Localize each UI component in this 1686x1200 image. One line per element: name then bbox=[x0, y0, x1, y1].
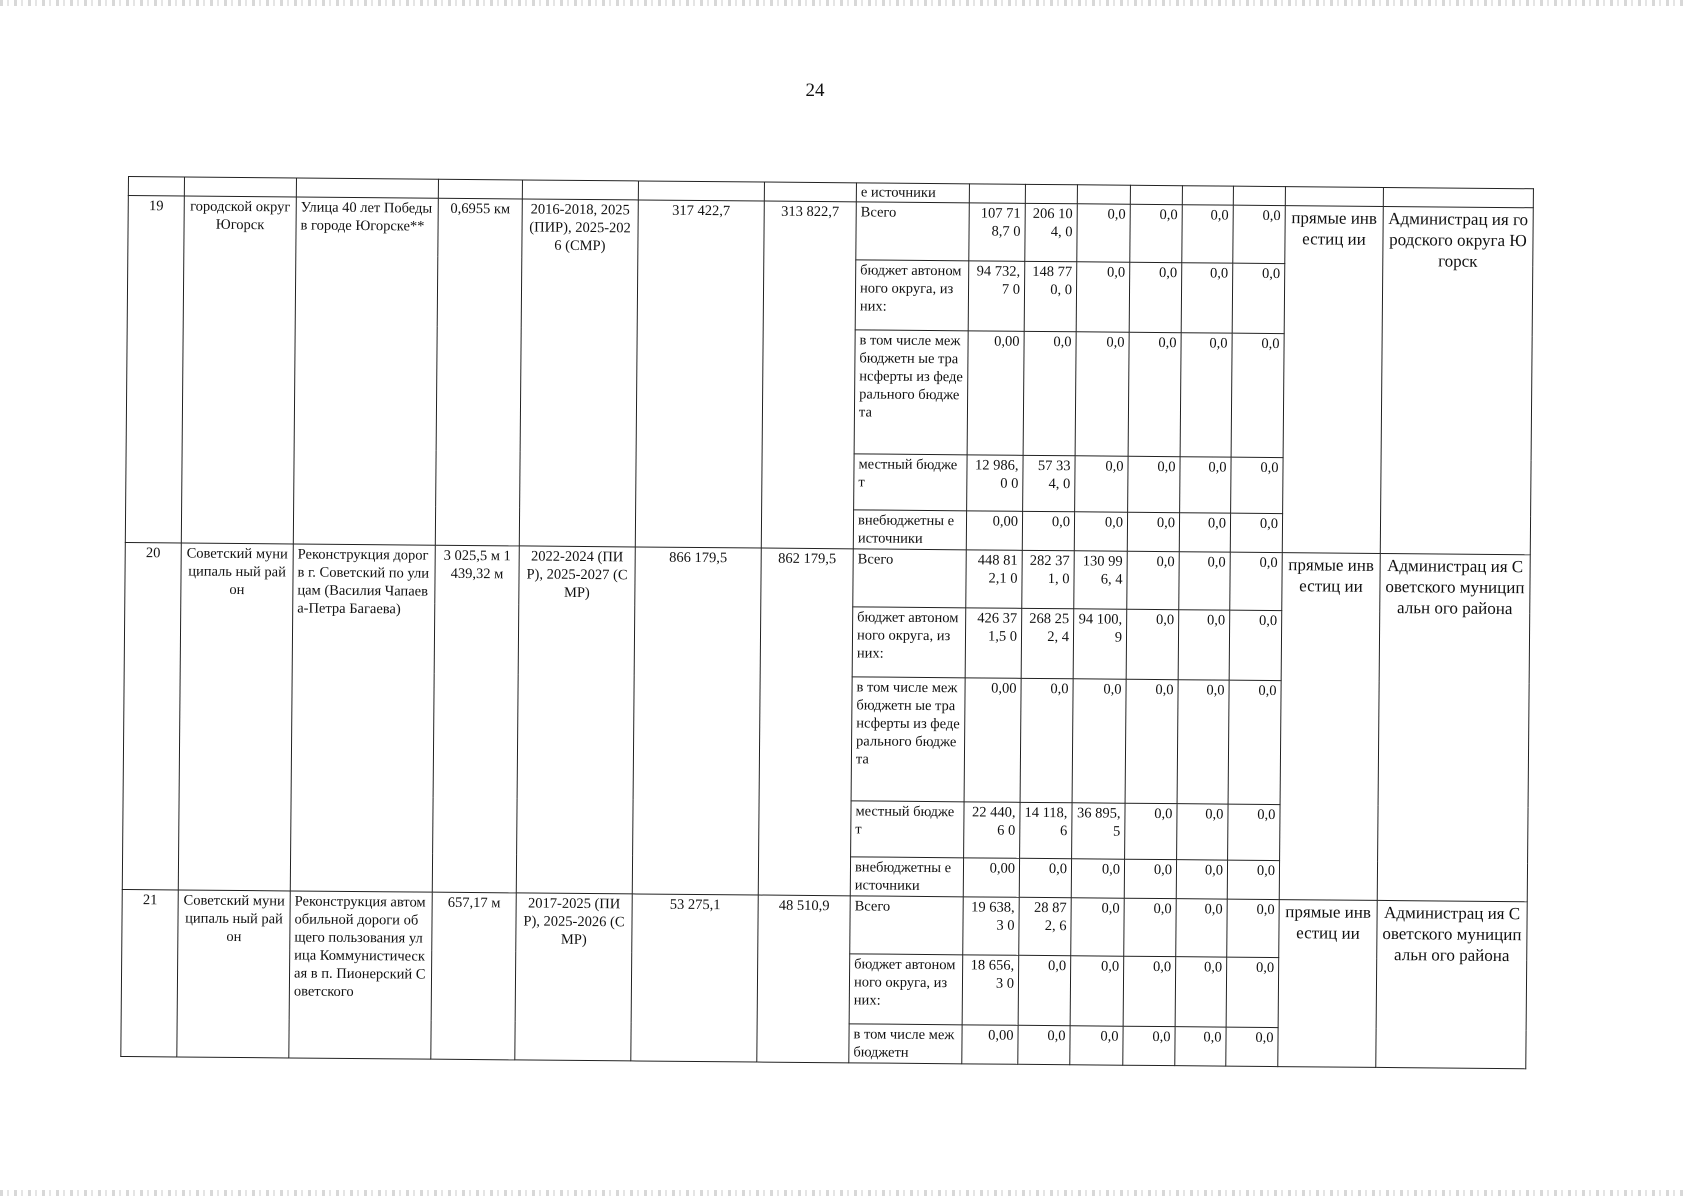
amount-cell: 130 996, 4 bbox=[1074, 551, 1128, 609]
municipality-cell: Советский муниципаль ный район bbox=[177, 890, 290, 1058]
amount-cell: 0,0 bbox=[1125, 803, 1177, 859]
amount-cell: 148 770, 0 bbox=[1024, 261, 1077, 331]
amount-cell: 0,0 bbox=[1125, 679, 1178, 803]
table-row bbox=[128, 196, 1533, 266]
customer-cell: Администрац ия Советского муниципальн ого района bbox=[1377, 553, 1530, 901]
cell-empty bbox=[1383, 187, 1533, 207]
amount-cell: 0,0 bbox=[1175, 957, 1227, 1027]
amount-cell: 426 371,5 0 bbox=[965, 608, 1022, 678]
scan-edge-top bbox=[0, 0, 1686, 6]
amount-cell: 0,0 bbox=[1075, 332, 1129, 456]
amount-cell: 0,0 bbox=[1180, 333, 1232, 457]
table-body bbox=[121, 177, 1534, 1069]
amount-cell: 0,0 bbox=[1231, 333, 1284, 457]
cell-empty bbox=[1130, 185, 1182, 204]
amount-cell: 0,0 bbox=[1070, 1026, 1123, 1065]
municipality-cell: Советский муниципаль ный район bbox=[178, 543, 293, 891]
amount-cell: 282 371, 0 bbox=[1022, 550, 1075, 608]
amount-cell: 0,0 bbox=[1179, 513, 1230, 552]
cell-empty bbox=[1077, 185, 1130, 204]
cell-empty bbox=[1233, 186, 1285, 205]
amount-cell: 0,00 bbox=[967, 331, 1024, 455]
customer-cell: Администрац ия Советского муниципальн ого района bbox=[1376, 900, 1527, 1068]
amount-cell: 0,0 bbox=[1018, 1025, 1070, 1064]
estimated-cost-cell: 53 275,1 bbox=[631, 894, 758, 1062]
object-name-cell: Улица 40 лет Победы в городе Югорске** bbox=[293, 197, 438, 545]
amount-cell: 0,0 bbox=[1181, 263, 1233, 333]
cell-empty bbox=[764, 182, 856, 202]
amount-cell: 0,0 bbox=[1231, 457, 1283, 513]
amount-cell: 0,0 bbox=[1226, 957, 1279, 1027]
amount-cell: 0,0 bbox=[1230, 513, 1282, 552]
capital-investment-table bbox=[120, 176, 1534, 1069]
amount-cell: 0,0 bbox=[1130, 204, 1183, 262]
amount-cell: 0,0 bbox=[1232, 263, 1285, 333]
row-number-cell: 19 bbox=[125, 196, 184, 543]
funding-source-cell: Всего bbox=[850, 896, 964, 955]
amount-cell: 0,0 bbox=[1076, 262, 1130, 332]
page-number: 24 bbox=[805, 80, 825, 101]
amount-cell: 0,0 bbox=[1230, 552, 1283, 610]
amount-cell: 0,0 bbox=[1070, 956, 1124, 1026]
cell-empty bbox=[438, 179, 522, 199]
amount-cell: 0,0 bbox=[1228, 804, 1280, 860]
amount-cell: 0,00 bbox=[963, 858, 1019, 897]
amount-cell: 268 252, 4 bbox=[1021, 608, 1074, 678]
amount-cell: 0,0 bbox=[1227, 899, 1280, 957]
document-page bbox=[120, 176, 1533, 1069]
amount-cell: 0,0 bbox=[1128, 456, 1180, 512]
amount-cell: 0,0 bbox=[1177, 804, 1228, 860]
cell-empty bbox=[969, 184, 1025, 203]
table-row bbox=[125, 542, 1530, 612]
amount-cell: 0,00 bbox=[962, 1025, 1018, 1064]
investment-form-cell: прямые инвестиц ии bbox=[1282, 206, 1383, 554]
period-cell: 2017-2025 (ПИР), 2025-2026 (СМР) bbox=[515, 893, 632, 1061]
amount-cell: 0,0 bbox=[1075, 456, 1128, 512]
amount-cell: 0,00 bbox=[966, 511, 1022, 550]
period-cell: 2016-2018, 2025 (ПИР), 2025-2026 (СМР) bbox=[519, 199, 638, 547]
amount-cell: 0,0 bbox=[1227, 860, 1279, 899]
amount-cell: 12 986,0 0 bbox=[967, 455, 1023, 511]
amount-cell: 0,0 bbox=[1020, 678, 1073, 802]
funding-source-cell: Всего bbox=[856, 202, 970, 261]
object-name-cell: Реконструкция автомобильной дороги общего пользования улица Коммунистическ ая в п. Пионерский Советского bbox=[289, 891, 432, 1059]
cell-empty bbox=[1025, 184, 1077, 203]
amount-cell: 0,0 bbox=[1019, 858, 1071, 897]
amount-cell: 0,0 bbox=[1175, 1027, 1226, 1066]
cell-empty bbox=[522, 180, 638, 200]
remaining-cost-cell: 313 822,7 bbox=[761, 201, 856, 549]
amount-cell: 0,0 bbox=[1071, 898, 1125, 956]
amount-cell: 0,0 bbox=[1127, 512, 1179, 551]
funding-source-cell: местный бюджет bbox=[851, 801, 964, 858]
amount-cell: 0,0 bbox=[1178, 610, 1230, 680]
estimated-cost-cell: 866 179,5 bbox=[632, 547, 761, 895]
amount-cell: 0,0 bbox=[1179, 552, 1231, 610]
amount-cell: 0,0 bbox=[1018, 955, 1071, 1025]
amount-cell: 19 638,3 0 bbox=[963, 897, 1020, 955]
funding-source-cell: внебюджетны е источники bbox=[853, 510, 966, 550]
amount-cell: 0,0 bbox=[1123, 956, 1176, 1026]
cell-empty bbox=[638, 181, 764, 201]
amount-cell: 0,0 bbox=[1176, 860, 1227, 899]
municipality-cell: городской округ Югорск bbox=[181, 196, 296, 544]
amount-cell: 0,0 bbox=[1180, 457, 1231, 513]
investment-form-cell: прямые инвестиц ии bbox=[1279, 553, 1380, 901]
estimated-cost-cell: 317 422,7 bbox=[635, 200, 764, 548]
amount-cell: 107 718,7 0 bbox=[969, 203, 1026, 261]
amount-cell: 0,0 bbox=[1233, 205, 1286, 263]
cell-empty bbox=[128, 177, 184, 196]
amount-cell: 0,0 bbox=[1126, 609, 1179, 679]
table-row bbox=[122, 889, 1527, 959]
amount-cell: 0,0 bbox=[1123, 1026, 1175, 1065]
amount-cell: 94 100, 9 bbox=[1073, 609, 1127, 679]
amount-cell: 0,0 bbox=[1129, 262, 1182, 332]
capacity-cell: 657,17 м bbox=[431, 892, 516, 1060]
amount-cell: 22 440,6 0 bbox=[964, 802, 1020, 858]
amount-cell: 0,0 bbox=[1177, 680, 1229, 804]
amount-cell: 18 656,3 0 bbox=[962, 955, 1019, 1025]
capacity-cell: 3 025,5 м 1 439,32 м bbox=[432, 545, 519, 893]
funding-source-cell: бюджет автономного округа, из них: bbox=[855, 260, 969, 331]
row-number-cell: 21 bbox=[121, 889, 178, 1056]
continuation-source-cell: е источники bbox=[856, 183, 969, 203]
cell-empty bbox=[1285, 187, 1383, 207]
remaining-cost-cell: 48 510,9 bbox=[757, 895, 850, 1063]
amount-cell: 448 812,1 0 bbox=[966, 550, 1023, 608]
funding-source-cell: в том числе межбюджетн ые трансферты из федерального бюджета bbox=[854, 330, 968, 455]
amount-cell: 14 118, 6 bbox=[1020, 802, 1072, 858]
amount-cell: 0,0 bbox=[1226, 1027, 1278, 1066]
row-number-cell: 20 bbox=[122, 542, 181, 889]
amount-cell: 206 104, 0 bbox=[1025, 203, 1078, 261]
amount-cell: 0,0 bbox=[1124, 859, 1176, 898]
amount-cell: 0,0 bbox=[1023, 331, 1076, 455]
period-cell: 2022-2024 (ПИР), 2025-2027 (СМР) bbox=[516, 546, 635, 894]
funding-source-cell: внебюджетны е источники bbox=[850, 857, 963, 897]
funding-source-cell: местный бюджет bbox=[854, 454, 967, 511]
funding-source-cell: в том числе межбюджетн ые трансферты из федерального бюджета bbox=[851, 677, 965, 802]
amount-cell: 28 872, 6 bbox=[1019, 897, 1072, 955]
amount-cell: 94 732,7 0 bbox=[968, 261, 1025, 331]
amount-cell: 0,0 bbox=[1228, 680, 1281, 804]
funding-source-cell: в том числе межбюджетн bbox=[849, 1024, 962, 1064]
amount-cell: 0,0 bbox=[1176, 899, 1228, 957]
amount-cell: 0,0 bbox=[1127, 551, 1180, 609]
cell-empty bbox=[1182, 186, 1233, 205]
amount-cell: 0,0 bbox=[1128, 332, 1181, 456]
capacity-cell: 0,6955 км bbox=[435, 198, 522, 546]
amount-cell: 0,0 bbox=[1229, 610, 1282, 680]
object-name-cell: Реконструкция дорог в г. Советский по улицам (Василия Чапаева-Петра Багаева) bbox=[290, 544, 435, 892]
amount-cell: 0,0 bbox=[1072, 679, 1126, 803]
funding-source-cell: бюджет автономного округа, из них: bbox=[849, 954, 963, 1025]
amount-cell: 0,0 bbox=[1022, 511, 1074, 550]
investment-form-cell: прямые инвестиц ии bbox=[1278, 900, 1377, 1068]
amount-cell: 57 334, 0 bbox=[1023, 455, 1075, 511]
customer-cell: Администрац ия городского округа Югорск bbox=[1380, 206, 1533, 554]
amount-cell: 0,0 bbox=[1077, 204, 1131, 262]
cell-empty bbox=[184, 177, 296, 197]
cell-empty bbox=[296, 178, 438, 198]
amount-cell: 0,0 bbox=[1074, 512, 1127, 551]
amount-cell: 0,00 bbox=[964, 678, 1021, 802]
remaining-cost-cell: 862 179,5 bbox=[758, 548, 853, 896]
amount-cell: 0,0 bbox=[1182, 205, 1234, 263]
funding-source-cell: Всего bbox=[853, 549, 967, 608]
amount-cell: 0,0 bbox=[1071, 859, 1124, 898]
scan-edge-bottom bbox=[0, 1190, 1686, 1196]
funding-source-cell: бюджет автономного округа, из них: bbox=[852, 607, 966, 678]
amount-cell: 0,0 bbox=[1124, 898, 1177, 956]
amount-cell: 36 895, 5 bbox=[1072, 803, 1125, 859]
